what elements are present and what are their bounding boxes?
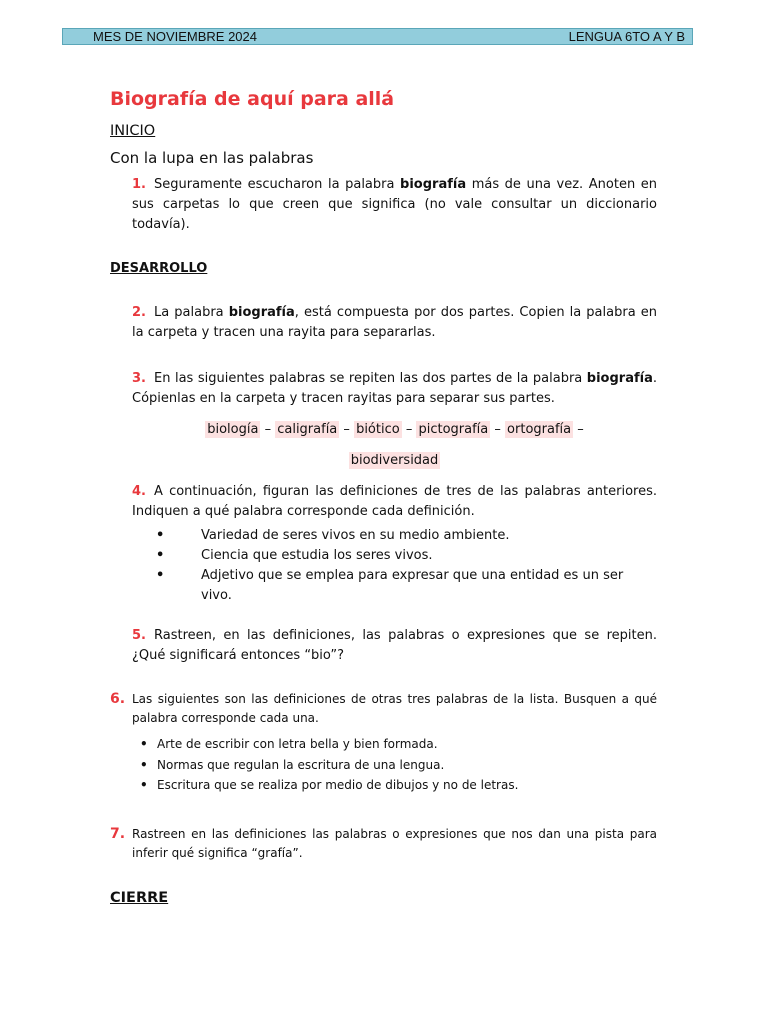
header-month: MES DE NOVIEMBRE 2024 [93,29,257,44]
word-biodiversidad: biodiversidad [350,453,439,468]
word-separator: – [343,422,350,437]
bullet-icon: • [156,548,165,563]
activity-item-6 [110,690,657,728]
word-biotico: biótico [356,422,400,437]
list-item-text: Variedad de seres vivos en su medio ambiente. [201,528,510,543]
item-text-pre: En las siguientes palabras se repiten las dos partes de la palabra [153,371,587,386]
item-text: Las siguientes son las definiciones de otras tres palabras de la lista. Busquen a qué palabra corresponde cada una. [132,692,657,725]
item-text: Rastreen en las definiciones las palabras o expresiones que nos dan una pista para inferir qué significa “grafía”. [132,826,657,860]
item-text: A continuación, figuran las definiciones de tres de las palabras anteriores. Indiquen a qué palabra corresponde cada definición. [132,484,657,519]
keyword-biografia: biografía [586,371,653,386]
activity-item-5 [110,626,657,666]
word-biologia: biología [207,422,259,437]
word-pictografia: pictografía [418,422,489,437]
section-heading-cierre: CIERRE [110,889,169,906]
list-item-text: Adjetivo que se emplea para expresar que una entidad es un ser vivo. [201,568,624,603]
item-number: 6. [110,691,126,707]
item-number: 5. [132,628,146,643]
page-header-bar [62,28,693,45]
bullet-icon: • [140,778,148,792]
list-item [140,734,657,755]
bullet-icon: • [156,528,165,543]
bullet-icon: • [156,568,165,583]
word-list-line-1 [132,414,657,445]
word-caligrafia: caligrafía [277,422,338,437]
document-title: Biografía de aquí para allá [110,88,395,110]
activity-item-3 [110,369,657,409]
definitions-list-grafia [110,734,657,796]
list-item-text: Escritura que se realiza por medio de dibujos y no de letras. [157,778,519,792]
list-item [156,566,657,606]
word-separator: – [577,422,584,437]
bullet-icon: • [140,737,148,751]
word-separator: – [405,422,413,437]
list-item [156,546,657,566]
item-number: 7. [110,825,126,842]
header-subject: LENGUA 6TO A Y B [568,29,685,44]
definitions-list-bio [110,526,657,606]
list-item [140,755,657,776]
list-item-text: Ciencia que estudia los seres vivos. [201,548,433,563]
list-item-text: Normas que regulan la escritura de una lengua. [157,757,445,772]
activity-item-7 [110,825,657,863]
item-number: 1. [132,177,146,192]
list-item [140,775,657,796]
word-list [110,414,657,476]
activity-item-4 [110,482,657,522]
list-item-text: Arte de escribir con letra bella y bien formada. [157,737,438,751]
word-separator: – [494,422,501,437]
activity-item-2 [110,303,657,343]
bullet-icon: • [140,757,148,772]
keyword-biografia: biografía [228,305,295,320]
item-text-pre: La palabra [153,305,229,320]
item-text-post: , está compuesta por dos partes. Copien la palabra en la carpeta y tracen una rayita para separarlas. [132,305,657,340]
word-separator: – [264,422,272,437]
word-ortografia: ortografía [507,422,572,437]
section-heading-desarrollo: DESARROLLO [110,261,208,276]
activity-subtitle: Con la lupa en las palabras [110,149,314,167]
word-list-line-2 [132,445,657,476]
activity-item-1 [110,175,657,235]
keyword-biografia: biografía [400,177,467,192]
section-heading-inicio: INICIO [110,123,156,139]
item-text: Rastreen, en las definiciones, las palabras o expresiones que se repiten. ¿Qué significará entonces “bio”? [132,628,657,663]
document-body [110,86,657,906]
list-item [156,526,657,546]
item-number: 4. [132,484,146,499]
item-text-pre: Seguramente escucharon la palabra [153,177,401,192]
item-number: 2. [132,305,146,320]
item-text-post: . Cópienlas en la carpeta y tracen rayitas para separar sus partes. [132,371,657,406]
item-number: 3. [132,371,146,386]
item-text-post: más de una vez. Anoten en sus carpetas lo que creen que significa (no vale consultar un diccionario todavía). [132,177,657,232]
